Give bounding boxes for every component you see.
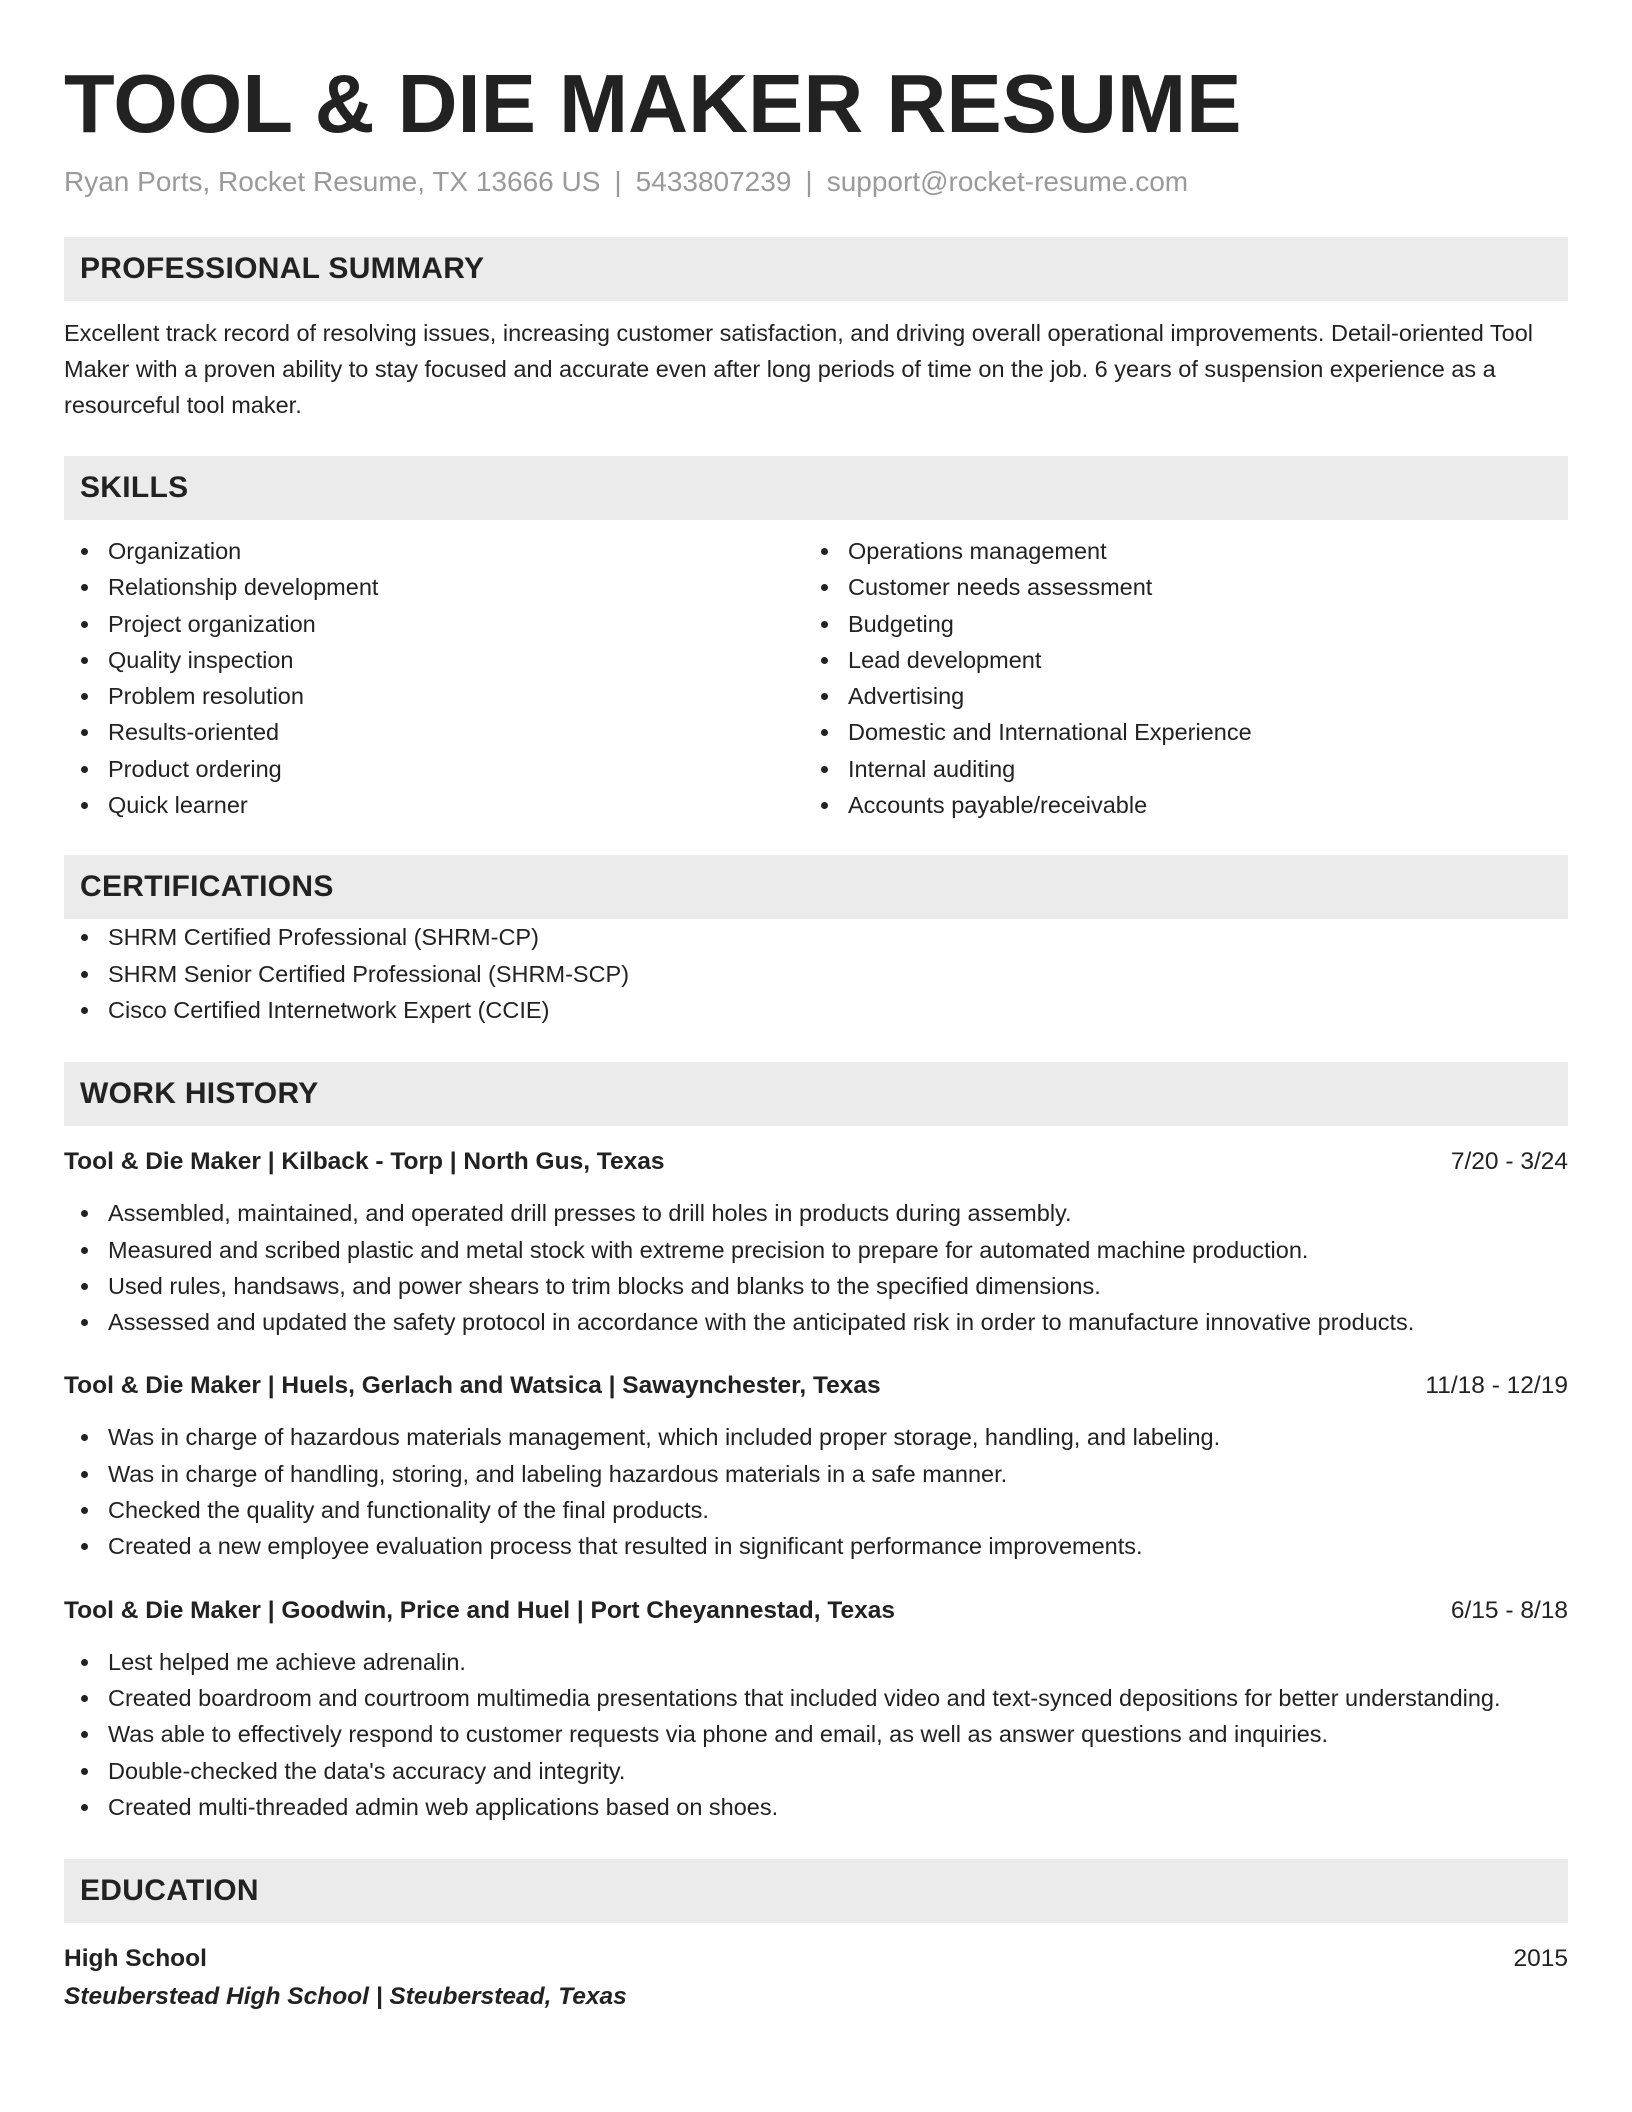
- skill-item: Lead development: [804, 642, 1544, 678]
- job-bullet: Created boardroom and courtroom multimedia presentations that included video and text-synced depositions for better understanding.: [64, 1680, 1568, 1716]
- job-bullets: [64, 1644, 1568, 1825]
- skill-item: Relationship development: [64, 569, 804, 605]
- skill-item: Quick learner: [64, 787, 804, 823]
- job-title: Tool & Die Maker | Kilback - Torp | North Gus, Texas: [64, 1148, 665, 1176]
- certification-item: SHRM Senior Certified Professional (SHRM-SCP): [64, 956, 1568, 992]
- job-bullet: Was able to effectively respond to customer requests via phone and email, as well as answer questions and inquiries.: [64, 1716, 1568, 1752]
- certifications-list: [64, 919, 1568, 1028]
- section-header-work-history: WORK HISTORY: [64, 1062, 1568, 1126]
- education-school: Steuberstead High School | Steuberstead, Texas: [64, 1983, 627, 2011]
- contact-line: [64, 164, 1568, 200]
- job-bullet: Was in charge of handling, storing, and labeling hazardous materials in a safe manner.: [64, 1456, 1568, 1492]
- contact-separator: |: [805, 166, 813, 197]
- job-bullet: Assessed and updated the safety protocol in accordance with the anticipated risk in order to manufacture innovative products.: [64, 1304, 1568, 1340]
- job-entry: [64, 1144, 1568, 1340]
- section-header-certifications: CERTIFICATIONS: [64, 855, 1568, 919]
- section-header-education: EDUCATION: [64, 1859, 1568, 1923]
- job-bullet: Lest helped me achieve adrenalin.: [64, 1644, 1568, 1680]
- education-entry-header: [64, 1941, 1568, 1977]
- job-bullet: Created a new employee evaluation process that resulted in significant performance improvements.: [64, 1528, 1568, 1564]
- job-bullet: Was in charge of hazardous materials management, which included proper storage, handling, and labeling.: [64, 1419, 1568, 1455]
- section-header-skills: SKILLS: [64, 456, 1568, 520]
- job-entry: [64, 1368, 1568, 1564]
- section-header-professional-summary: PROFESSIONAL SUMMARY: [64, 237, 1568, 301]
- job-bullet: Double-checked the data's accuracy and integrity.: [64, 1753, 1568, 1789]
- skill-item: Customer needs assessment: [804, 569, 1544, 605]
- job-dates: 11/18 - 12/19: [1425, 1372, 1568, 1400]
- contact-phone: 5433807239: [635, 166, 792, 197]
- contact-address: Ryan Ports, Rocket Resume, TX 13666 US: [64, 166, 601, 197]
- skill-item: Budgeting: [804, 606, 1544, 642]
- job-bullet: Created multi-threaded admin web applications based on shoes.: [64, 1789, 1568, 1825]
- certification-item: Cisco Certified Internetwork Expert (CCIE): [64, 992, 1568, 1028]
- job-bullet: Checked the quality and functionality of the final products.: [64, 1492, 1568, 1528]
- skill-item: Results-oriented: [64, 714, 804, 750]
- resume-title: TOOL & DIE MAKER RESUME: [64, 57, 1242, 150]
- contact-email: support@rocket-resume.com: [826, 166, 1189, 197]
- job-title: Tool & Die Maker | Goodwin, Price and Huel | Port Cheyannestad, Texas: [64, 1596, 896, 1624]
- skill-item: Product ordering: [64, 751, 804, 787]
- job-bullets: [64, 1419, 1568, 1564]
- skill-item: Quality inspection: [64, 642, 804, 678]
- job-entry-header: [64, 1368, 1568, 1404]
- job-bullets: [64, 1195, 1568, 1340]
- job-entry-header: [64, 1144, 1568, 1180]
- skill-item: Operations management: [804, 533, 1544, 569]
- skill-item: Problem resolution: [64, 678, 804, 714]
- education-year: 2015: [1513, 1945, 1568, 1973]
- education-entry: [64, 1941, 1568, 2015]
- skill-item: Accounts payable/receivable: [804, 787, 1544, 823]
- skill-item: Organization: [64, 533, 804, 569]
- skills-grid: [64, 533, 1568, 823]
- job-entry: [64, 1593, 1568, 1825]
- skill-item: Advertising: [804, 678, 1544, 714]
- work-history-list: [64, 1144, 1568, 1825]
- skills-column-left: [64, 533, 804, 823]
- certification-item: SHRM Certified Professional (SHRM-CP): [64, 919, 1568, 955]
- summary-text: Excellent track record of resolving issues, increasing customer satisfaction, and driving overall operational improvements. Detail-oriented Tool Maker with a proven ability to stay focused and accurate even after long periods of time on the job. 6 years of suspension experience as a resourceful tool maker.: [64, 320, 1534, 418]
- skill-item: Project organization: [64, 606, 804, 642]
- skill-item: Internal auditing: [804, 751, 1544, 787]
- job-bullet: Used rules, handsaws, and power shears to trim blocks and blanks to the specified dimensions.: [64, 1268, 1568, 1304]
- job-entry-header: [64, 1593, 1568, 1629]
- job-bullet: Measured and scribed plastic and metal stock with extreme precision to prepare for automated machine production.: [64, 1232, 1568, 1268]
- skill-item: Domestic and International Experience: [804, 714, 1544, 750]
- contact-separator: |: [614, 166, 622, 197]
- skills-column-right: [804, 533, 1544, 823]
- job-bullet: Assembled, maintained, and operated drill presses to drill holes in products during assembly.: [64, 1195, 1568, 1231]
- job-dates: 6/15 - 8/18: [1450, 1596, 1568, 1624]
- job-title: Tool & Die Maker | Huels, Gerlach and Watsica | Sawaynchester, Texas: [64, 1372, 881, 1400]
- education-degree: High School: [64, 1945, 207, 1973]
- job-dates: 7/20 - 3/24: [1450, 1148, 1568, 1176]
